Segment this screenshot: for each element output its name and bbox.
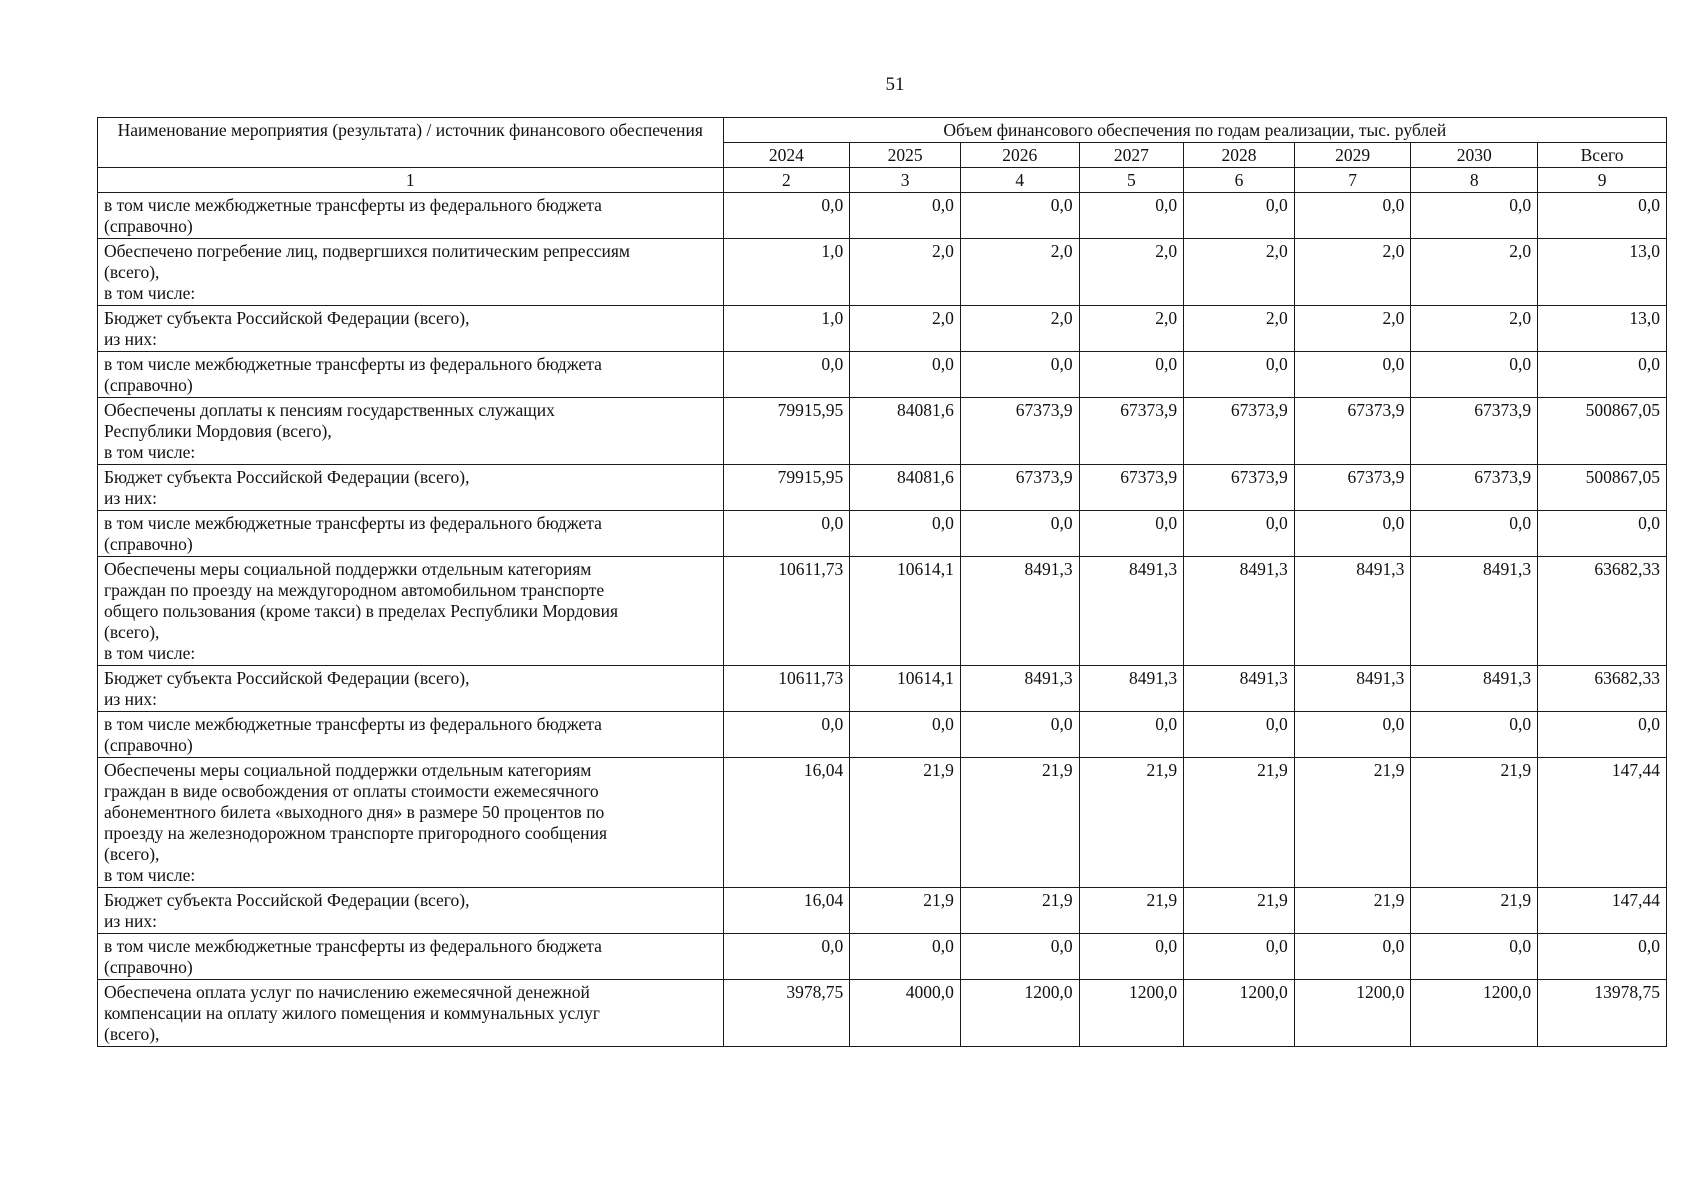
year-value-cell: 0,0: [1411, 712, 1538, 758]
row-name-line: компенсации на оплату жилого помещения и коммунальных услуг: [104, 1003, 600, 1023]
year-value-cell: 2,0: [960, 239, 1079, 306]
year-value-cell: 1200,0: [1079, 980, 1184, 1047]
year-value-cell: 0,0: [1184, 193, 1295, 239]
column-index: 5: [1079, 168, 1184, 193]
year-value-cell: 16,04: [723, 888, 850, 934]
year-value-cell: 8491,3: [1294, 666, 1411, 712]
row-name-line: в том числе:: [104, 643, 196, 663]
year-value-cell: 1200,0: [1411, 980, 1538, 1047]
year-header: 2029: [1294, 143, 1411, 168]
year-value-cell: 21,9: [1294, 888, 1411, 934]
year-value-cell: 21,9: [850, 758, 961, 888]
year-value-cell: 1200,0: [960, 980, 1079, 1047]
row-name-line: в том числе межбюджетные трансферты из федерального бюджета: [104, 936, 602, 956]
total-value-cell: 13,0: [1538, 239, 1667, 306]
row-name-line: Бюджет субъекта Российской Федерации (всего),: [104, 668, 470, 688]
year-value-cell: 84081,6: [850, 465, 961, 511]
year-value-cell: 0,0: [1184, 934, 1295, 980]
year-value-cell: 0,0: [1079, 193, 1184, 239]
row-name-line: из них:: [104, 689, 157, 709]
total-value-cell: 63682,33: [1538, 557, 1667, 666]
year-value-cell: 1,0: [723, 239, 850, 306]
row-name-cell: [98, 465, 724, 511]
year-value-cell: 67373,9: [1184, 398, 1295, 465]
row-name-line: из них:: [104, 329, 157, 349]
row-name-line: (всего),: [104, 844, 160, 864]
total-value-cell: 500867,05: [1538, 465, 1667, 511]
year-value-cell: 84081,6: [850, 398, 961, 465]
year-value-cell: 0,0: [960, 712, 1079, 758]
year-value-cell: 1200,0: [1184, 980, 1295, 1047]
year-value-cell: 0,0: [1184, 511, 1295, 557]
year-value-cell: 21,9: [1079, 758, 1184, 888]
year-value-cell: 0,0: [1079, 712, 1184, 758]
row-name-line: в том числе межбюджетные трансферты из федерального бюджета: [104, 354, 602, 374]
row-name-line: Обеспечено погребение лиц, подвергшихся политическим репрессиям: [104, 241, 630, 261]
year-value-cell: 0,0: [1079, 511, 1184, 557]
year-value-cell: 21,9: [960, 888, 1079, 934]
row-name-line: проезду на железнодорожном транспорте пригородного сообщения: [104, 823, 608, 843]
total-value-cell: 13978,75: [1538, 980, 1667, 1047]
table-row: [98, 306, 1667, 352]
total-value-cell: 0,0: [1538, 193, 1667, 239]
year-value-cell: 21,9: [1184, 758, 1295, 888]
year-header: 2024: [723, 143, 850, 168]
row-name-cell: [98, 239, 724, 306]
year-value-cell: 10614,1: [850, 557, 961, 666]
row-name-line: (всего),: [104, 622, 160, 642]
year-value-cell: 67373,9: [1184, 465, 1295, 511]
year-header: 2028: [1184, 143, 1295, 168]
total-header: Всего: [1538, 143, 1667, 168]
year-value-cell: 3978,75: [723, 980, 850, 1047]
table-row: [98, 511, 1667, 557]
year-value-cell: 10614,1: [850, 666, 961, 712]
year-value-cell: 21,9: [1411, 888, 1538, 934]
row-name-cell: [98, 352, 724, 398]
total-value-cell: 0,0: [1538, 934, 1667, 980]
year-value-cell: 8491,3: [1184, 557, 1295, 666]
row-name-cell: [98, 511, 724, 557]
header-row-1: [98, 118, 1667, 143]
year-value-cell: 67373,9: [1411, 398, 1538, 465]
row-name-line: Республики Мордовия (всего),: [104, 421, 332, 441]
column-index: 8: [1411, 168, 1538, 193]
year-value-cell: 8491,3: [1294, 557, 1411, 666]
year-value-cell: 67373,9: [960, 465, 1079, 511]
row-name-line: абонементного билета «выходного дня» в размере 50 процентов по: [104, 802, 605, 822]
row-name-line: Бюджет субъекта Российской Федерации (всего),: [104, 467, 470, 487]
year-value-cell: 10611,73: [723, 666, 850, 712]
year-value-cell: 2,0: [850, 306, 961, 352]
row-name-cell: [98, 398, 724, 465]
row-name-line: Бюджет субъекта Российской Федерации (всего),: [104, 890, 470, 910]
row-name-line: (всего),: [104, 262, 160, 282]
year-value-cell: 67373,9: [960, 398, 1079, 465]
year-value-cell: 2,0: [960, 306, 1079, 352]
row-name-line: в том числе:: [104, 865, 196, 885]
row-name-line: граждан в виде освобождения от оплаты стоимости ежемесячного: [104, 781, 599, 801]
table-row: [98, 934, 1667, 980]
year-value-cell: 16,04: [723, 758, 850, 888]
year-value-cell: 10611,73: [723, 557, 850, 666]
column-index: 3: [850, 168, 961, 193]
table-row: [98, 712, 1667, 758]
year-value-cell: 0,0: [1079, 934, 1184, 980]
year-value-cell: 0,0: [1294, 712, 1411, 758]
year-value-cell: 4000,0: [850, 980, 961, 1047]
row-name-cell: [98, 193, 724, 239]
year-value-cell: 0,0: [960, 193, 1079, 239]
row-name-line: Обеспечены меры социальной поддержки отдельным категориям: [104, 559, 592, 579]
row-name-cell: [98, 888, 724, 934]
year-value-cell: 67373,9: [1079, 465, 1184, 511]
column-index: 7: [1294, 168, 1411, 193]
year-value-cell: 0,0: [1411, 511, 1538, 557]
year-value-cell: 0,0: [960, 352, 1079, 398]
year-value-cell: 0,0: [1184, 712, 1295, 758]
row-name-line: Обеспечены меры социальной поддержки отдельным категориям: [104, 760, 592, 780]
year-value-cell: 2,0: [1079, 239, 1184, 306]
year-value-cell: 0,0: [1294, 511, 1411, 557]
row-name-cell: [98, 306, 724, 352]
year-value-cell: 21,9: [1079, 888, 1184, 934]
year-value-cell: 0,0: [723, 712, 850, 758]
total-value-cell: 500867,05: [1538, 398, 1667, 465]
header-name-cell: Наименование мероприятия (результата) / источник финансового обеспечения: [98, 118, 724, 168]
row-name-cell: [98, 712, 724, 758]
row-name-line: (справочно): [104, 957, 193, 977]
year-value-cell: 1,0: [723, 306, 850, 352]
row-name-line: граждан по проезду на междугородном автомобильном транспорте: [104, 580, 605, 600]
year-value-cell: 8491,3: [1184, 666, 1295, 712]
row-name-line: в том числе межбюджетные трансферты из федерального бюджета: [104, 513, 602, 533]
row-name-line: общего пользования (кроме такси) в пределах Республики Мордовия: [104, 601, 619, 621]
row-name-cell: [98, 934, 724, 980]
header-row-index: [98, 168, 1667, 193]
year-value-cell: 0,0: [1294, 193, 1411, 239]
year-value-cell: 67373,9: [1079, 398, 1184, 465]
year-value-cell: 2,0: [1184, 239, 1295, 306]
year-value-cell: 0,0: [1079, 352, 1184, 398]
row-name-line: в том числе межбюджетные трансферты из федерального бюджета: [104, 714, 602, 734]
total-value-cell: 147,44: [1538, 888, 1667, 934]
year-value-cell: 0,0: [850, 511, 961, 557]
year-header: 2026: [960, 143, 1079, 168]
year-value-cell: 0,0: [850, 352, 961, 398]
row-name-line: (справочно): [104, 216, 193, 236]
year-value-cell: 0,0: [1294, 352, 1411, 398]
column-index: 6: [1184, 168, 1295, 193]
table-row: [98, 666, 1667, 712]
year-value-cell: 2,0: [1184, 306, 1295, 352]
year-value-cell: 21,9: [1294, 758, 1411, 888]
total-value-cell: 0,0: [1538, 712, 1667, 758]
year-value-cell: 0,0: [1411, 352, 1538, 398]
row-name-line: (справочно): [104, 534, 193, 554]
row-name-line: из них:: [104, 488, 157, 508]
year-value-cell: 21,9: [960, 758, 1079, 888]
table-row: [98, 888, 1667, 934]
row-name-line: в том числе:: [104, 442, 196, 462]
table-row: [98, 193, 1667, 239]
row-name-line: Обеспечена оплата услуг по начислению ежемесячной денежной: [104, 982, 590, 1002]
row-name-line: в том числе межбюджетные трансферты из федерального бюджета: [104, 195, 602, 215]
table-row: [98, 398, 1667, 465]
year-value-cell: 0,0: [1184, 352, 1295, 398]
year-value-cell: 21,9: [1411, 758, 1538, 888]
row-name-line: в том числе:: [104, 283, 196, 303]
table-row: [98, 557, 1667, 666]
year-value-cell: 1200,0: [1294, 980, 1411, 1047]
year-value-cell: 8491,3: [1411, 666, 1538, 712]
table-row: [98, 980, 1667, 1047]
page-number: 51: [885, 74, 905, 95]
year-header: 2027: [1079, 143, 1184, 168]
year-value-cell: 8491,3: [960, 557, 1079, 666]
financing-table: [97, 117, 1667, 1047]
year-value-cell: 0,0: [960, 511, 1079, 557]
year-value-cell: 8491,3: [1079, 666, 1184, 712]
row-name-cell: [98, 666, 724, 712]
year-value-cell: 0,0: [1411, 193, 1538, 239]
year-header: 2030: [1411, 143, 1538, 168]
year-value-cell: 0,0: [850, 934, 961, 980]
year-value-cell: 2,0: [850, 239, 961, 306]
row-name-line: (справочно): [104, 735, 193, 755]
year-value-cell: 2,0: [1079, 306, 1184, 352]
total-value-cell: 0,0: [1538, 352, 1667, 398]
year-value-cell: 2,0: [1294, 239, 1411, 306]
table-body: [98, 118, 1667, 1047]
total-value-cell: 0,0: [1538, 511, 1667, 557]
row-name-line: Обеспечены доплаты к пенсиям государственных служащих: [104, 400, 555, 420]
column-index: 2: [723, 168, 850, 193]
year-value-cell: 0,0: [960, 934, 1079, 980]
row-name-cell: [98, 980, 724, 1047]
year-value-cell: 0,0: [723, 511, 850, 557]
year-value-cell: 67373,9: [1294, 465, 1411, 511]
row-name-line: из них:: [104, 911, 157, 931]
header-volume-title: Объем финансового обеспечения по годам реализации, тыс. рублей: [723, 118, 1666, 143]
year-value-cell: 21,9: [850, 888, 961, 934]
year-header: 2025: [850, 143, 961, 168]
year-value-cell: 0,0: [850, 193, 961, 239]
year-value-cell: 0,0: [723, 193, 850, 239]
year-value-cell: 2,0: [1411, 306, 1538, 352]
table-row: [98, 239, 1667, 306]
total-value-cell: 13,0: [1538, 306, 1667, 352]
table-row: [98, 352, 1667, 398]
table-row: [98, 758, 1667, 888]
year-value-cell: 0,0: [723, 934, 850, 980]
year-value-cell: 21,9: [1184, 888, 1295, 934]
row-name-line: (справочно): [104, 375, 193, 395]
column-index: 1: [98, 168, 724, 193]
row-name-cell: [98, 758, 724, 888]
year-value-cell: 67373,9: [1411, 465, 1538, 511]
table-row: [98, 465, 1667, 511]
year-value-cell: 67373,9: [1294, 398, 1411, 465]
year-value-cell: 8491,3: [1079, 557, 1184, 666]
year-value-cell: 8491,3: [960, 666, 1079, 712]
year-value-cell: 0,0: [850, 712, 961, 758]
column-index: 4: [960, 168, 1079, 193]
year-value-cell: 2,0: [1411, 239, 1538, 306]
column-index: 9: [1538, 168, 1667, 193]
row-name-line: Бюджет субъекта Российской Федерации (всего),: [104, 308, 470, 328]
total-value-cell: 63682,33: [1538, 666, 1667, 712]
year-value-cell: 0,0: [1294, 934, 1411, 980]
year-value-cell: 8491,3: [1411, 557, 1538, 666]
year-value-cell: 79915,95: [723, 398, 850, 465]
row-name-cell: [98, 557, 724, 666]
year-value-cell: 0,0: [1411, 934, 1538, 980]
row-name-line: (всего),: [104, 1024, 160, 1044]
year-value-cell: 2,0: [1294, 306, 1411, 352]
year-value-cell: 79915,95: [723, 465, 850, 511]
total-value-cell: 147,44: [1538, 758, 1667, 888]
year-value-cell: 0,0: [723, 352, 850, 398]
